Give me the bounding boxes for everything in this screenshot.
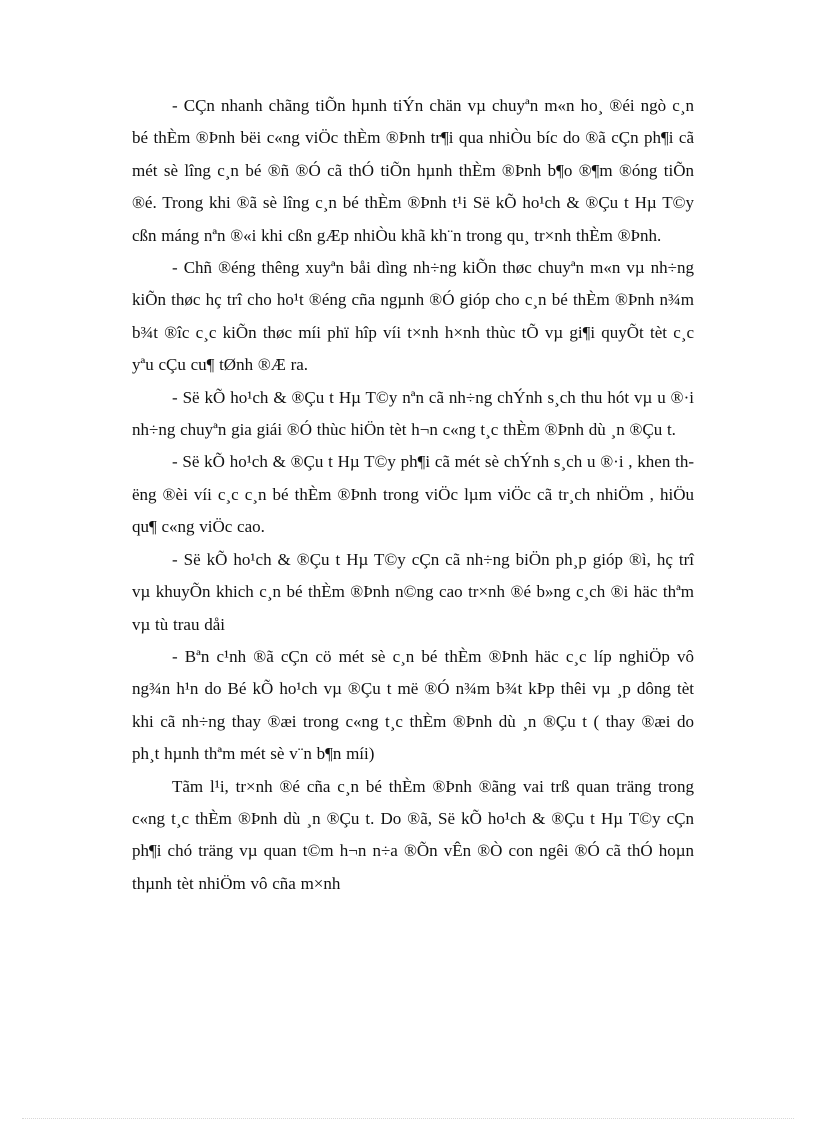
paragraph-knowledge-training: - Chñ ®éng thêng xuyªn båi dìng nh÷ng kiÕn thøc chuyªn m«n vµ nh÷ng kiÕn thøc hç trî cho ho¹t ®éng cña ngµnh ®Ó gióp cho c¸n bé thÈm ®Þnh n¾m b¾t ®îc c¸c kiÕn thøc míi phï hîp víi t×nh h×nh thùc tÕ vµ gi¶i quyÕt tèt c¸c yªu cÇu cu¶ tØnh ®Æ ra.: [132, 258, 694, 375]
paragraph-reward-policy: - Së kÕ ho¹ch & ®Çu t Hµ T©y ph¶i cã mét sè chÝnh s¸ch u ®·i , khen thëng ®èi víi c¸c c¸n bé thÈm ®Þnh trong viÖc lµm viÖc cã tr¸ch nhiÖm , hiÖu qu¶ c«ng viÖc cao.: [132, 452, 694, 537]
body-text: [132, 90, 694, 900]
paragraph-expert-attraction: - Së kÕ ho¹ch & ®Çu t Hµ T©y nªn cã nh÷ng chÝnh s¸ch thu hót vµ u ®·i nh÷ng chuyªn gia giái ®Ó thùc hiÖn tèt h¬n c«ng t¸c thÈm ®Þnh dù ¸n ®Çu t.: [132, 387, 694, 440]
paragraph-conclusion: Tãm l¹i, tr×nh ®é cña c¸n bé thÈm ®Þnh ®ãng vai trß quan träng trong c«ng t¸c thÈm ®Þnh dù ¸n ®Çu t. Do ®ã, Së kÕ ho¹ch & ®Çu t Hµ T©y cÇn ph¶i chó träng vµ quan t©m h¬n n÷a ®Õn vÊn ®Ò con ngêi ®Ó cã thÓ hoµn thµnh tèt nhiÖm vô cña m×nh: [132, 776, 694, 893]
paragraph-staff-specialization: - CÇn nhanh chãng tiÕn hµnh tiÝn chän vµ chuyªn m«n ho¸ ®éi ngò c¸n bé thÈm ®Þnh bëi c«ng viÖc thÈm ®Þnh tr¶i qua nhiÒu bíc do ®ã cÇn ph¶i cã mét sè lîng c¸n bé ®ñ ®Ó cã thÓ tiÕn hµnh thÈm ®Þnh b¶o ®¶m ®óng tiÕn ®é. Trong khi ®ã sè lîng c¸n bé thÈm ®Þnh t¹i Së kÕ ho¹ch & ®Çu t Hµ T©y cßn máng nªn ®«i khi cßn gÆp nhiÒu khã kh¨n trong qu¸ tr×nh thÈm ®Þnh.: [132, 96, 694, 245]
paragraph-short-courses: - Bªn c¹nh ®ã cÇn cö mét sè c¸n bé thÈm ®Þnh häc c¸c líp nghiÖp vô ng¾n h¹n do Bé kÕ ho¹ch vµ ®Çu t më ®Ó n¾m b¾t kÞp thêi vµ ¸p dông tèt khi cã nh÷ng thay ®æi trong c«ng t¸c thÈm ®Þnh dù ¸n ®Çu t ( thay ®æi do ph¸t hµnh thªm mét sè v¨n b¶n míi): [132, 646, 694, 764]
paragraph-support-measures: - Së kÕ ho¹ch & ®Çu t Hµ T©y cÇn cã nh÷ng biÖn ph¸p gióp ®ì, hç trî vµ khuyÕn khich c¸n bé thÈm ®Þnh n©ng cao tr×nh ®é b»ng c¸ch ®i häc thªm vµ tù trau dåi: [132, 549, 694, 634]
page-bottom-divider: [22, 1118, 794, 1119]
